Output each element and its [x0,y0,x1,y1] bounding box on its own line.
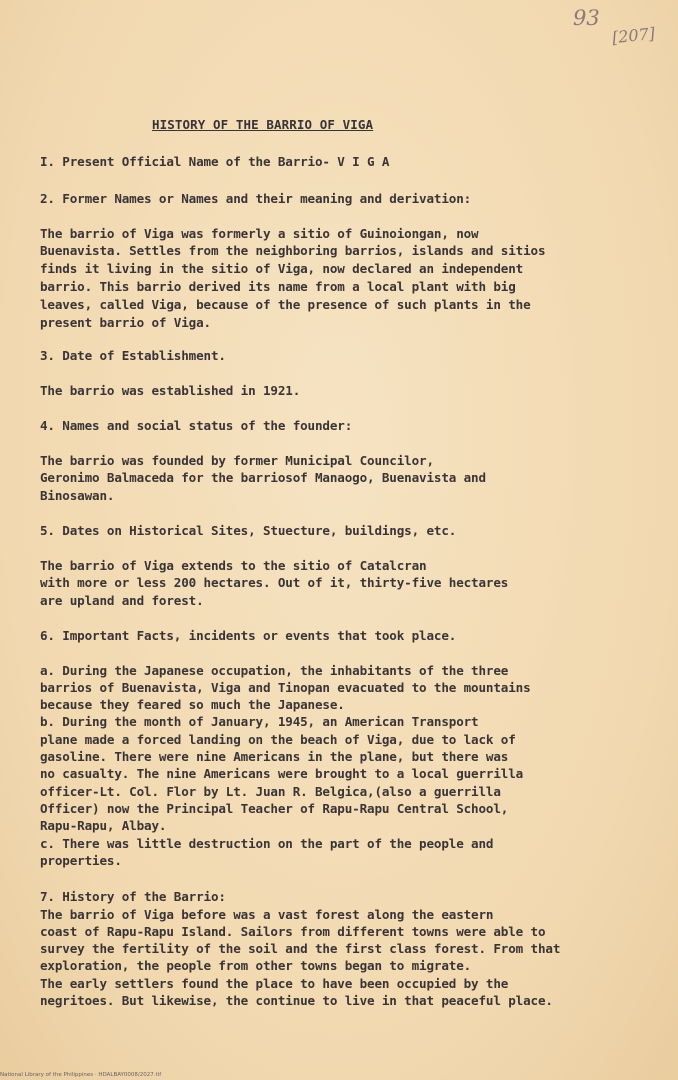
text-line: plane made a forced landing on the beach of Viga, due to lack of [40,732,516,747]
text-line: finds it living in the sitio of Viga, now declared an independent [40,261,524,276]
text-line: leaves, called Viga, because of the presence of such plants in the [40,297,531,312]
text-line: The barrio was established in 1921. [40,383,301,398]
text-line: c. There was little destruction on the part of the people and [40,836,494,851]
text-line: Rapu-Rapu, Albay. [40,818,167,833]
item-6-heading: 6. Important Facts, incidents or events that took place. [40,628,457,643]
text-line: Buenavista. Settles from the neighboring barrios, islands and sitios [40,243,546,258]
handwritten-page-number: 93 [573,6,600,30]
item-2-heading: 2. Former Names or Names and their meaning and derivation: [40,191,472,206]
text-line: gasoline. There were nine Americans in the plane, but there was [40,749,509,764]
item-3-heading: 3. Date of Establishment. [40,348,226,363]
text-line: present barrio of Viga. [40,315,211,330]
text-line: Binosawan. [40,488,115,503]
text-line: barrios of Buenavista, Viga and Tinopan evacuated to the mountains [40,680,531,695]
text-line: are upland and forest. [40,593,204,608]
item-5-heading: 5. Dates on Historical Sites, Stuecture, buildings, etc. [40,523,457,538]
text-line: because they feared so much the Japanese. [40,697,345,712]
text-line: The early settlers found the place to have been occupied by the [40,976,509,991]
document-title: HISTORY OF THE BARRIO OF VIGA [152,117,374,132]
text-line: The barrio of Viga was formerly a sitio of Guinoiongan, now [40,226,479,241]
text-line: The barrio of Viga before was a vast forest along the eastern [40,907,494,922]
text-line: negritoes. But likewise, the continue to live in that peaceful place. [40,993,553,1008]
text-line: barrio. This barrio derived its name from a local plant with big [40,279,516,294]
text-line: Geronimo Balmaceda for the barriosof Manaogo, Buenavista and [40,470,486,485]
item-1-heading: I. Present Official Name of the Barrio- V I G A [40,154,390,169]
text-line: The barrio of Viga extends to the sitio of Catalcran [40,558,427,573]
text-line: properties. [40,853,122,868]
text-line: survey the fertility of the soil and the first class forest. From that [40,941,561,956]
item-7-heading: 7. History of the Barrio: [40,889,226,904]
text-line: with more or less 200 hectares. Out of it, thirty-five hectares [40,575,509,590]
text-line: exploration, the people from other towns began to migrate. [40,958,472,973]
text-line: b. During the month of January, 1945, an American Transport [40,714,479,729]
text-line: a. During the Japanese occupation, the inhabitants of the three [40,663,509,678]
text-line: coast of Rapu-Rapu Island. Sailors from different towns were able to [40,924,546,939]
text-line: The barrio was founded by former Municipal Councilor, [40,453,434,468]
text-line: officer-Lt. Col. Flor by Lt. Juan R. Belgica,(also a guerrilla [40,784,501,799]
text-line: Officer) now the Principal Teacher of Rapu-Rapu Central School, [40,801,509,816]
handwritten-bracket-number: [207] [611,23,656,48]
archive-footer: National Library of the Philippines · HDALBAY0008/2027.tif [0,1072,162,1078]
item-4-heading: 4. Names and social status of the founder: [40,418,353,433]
text-line: no casualty. The nine Americans were brought to a local guerrilla [40,766,524,781]
